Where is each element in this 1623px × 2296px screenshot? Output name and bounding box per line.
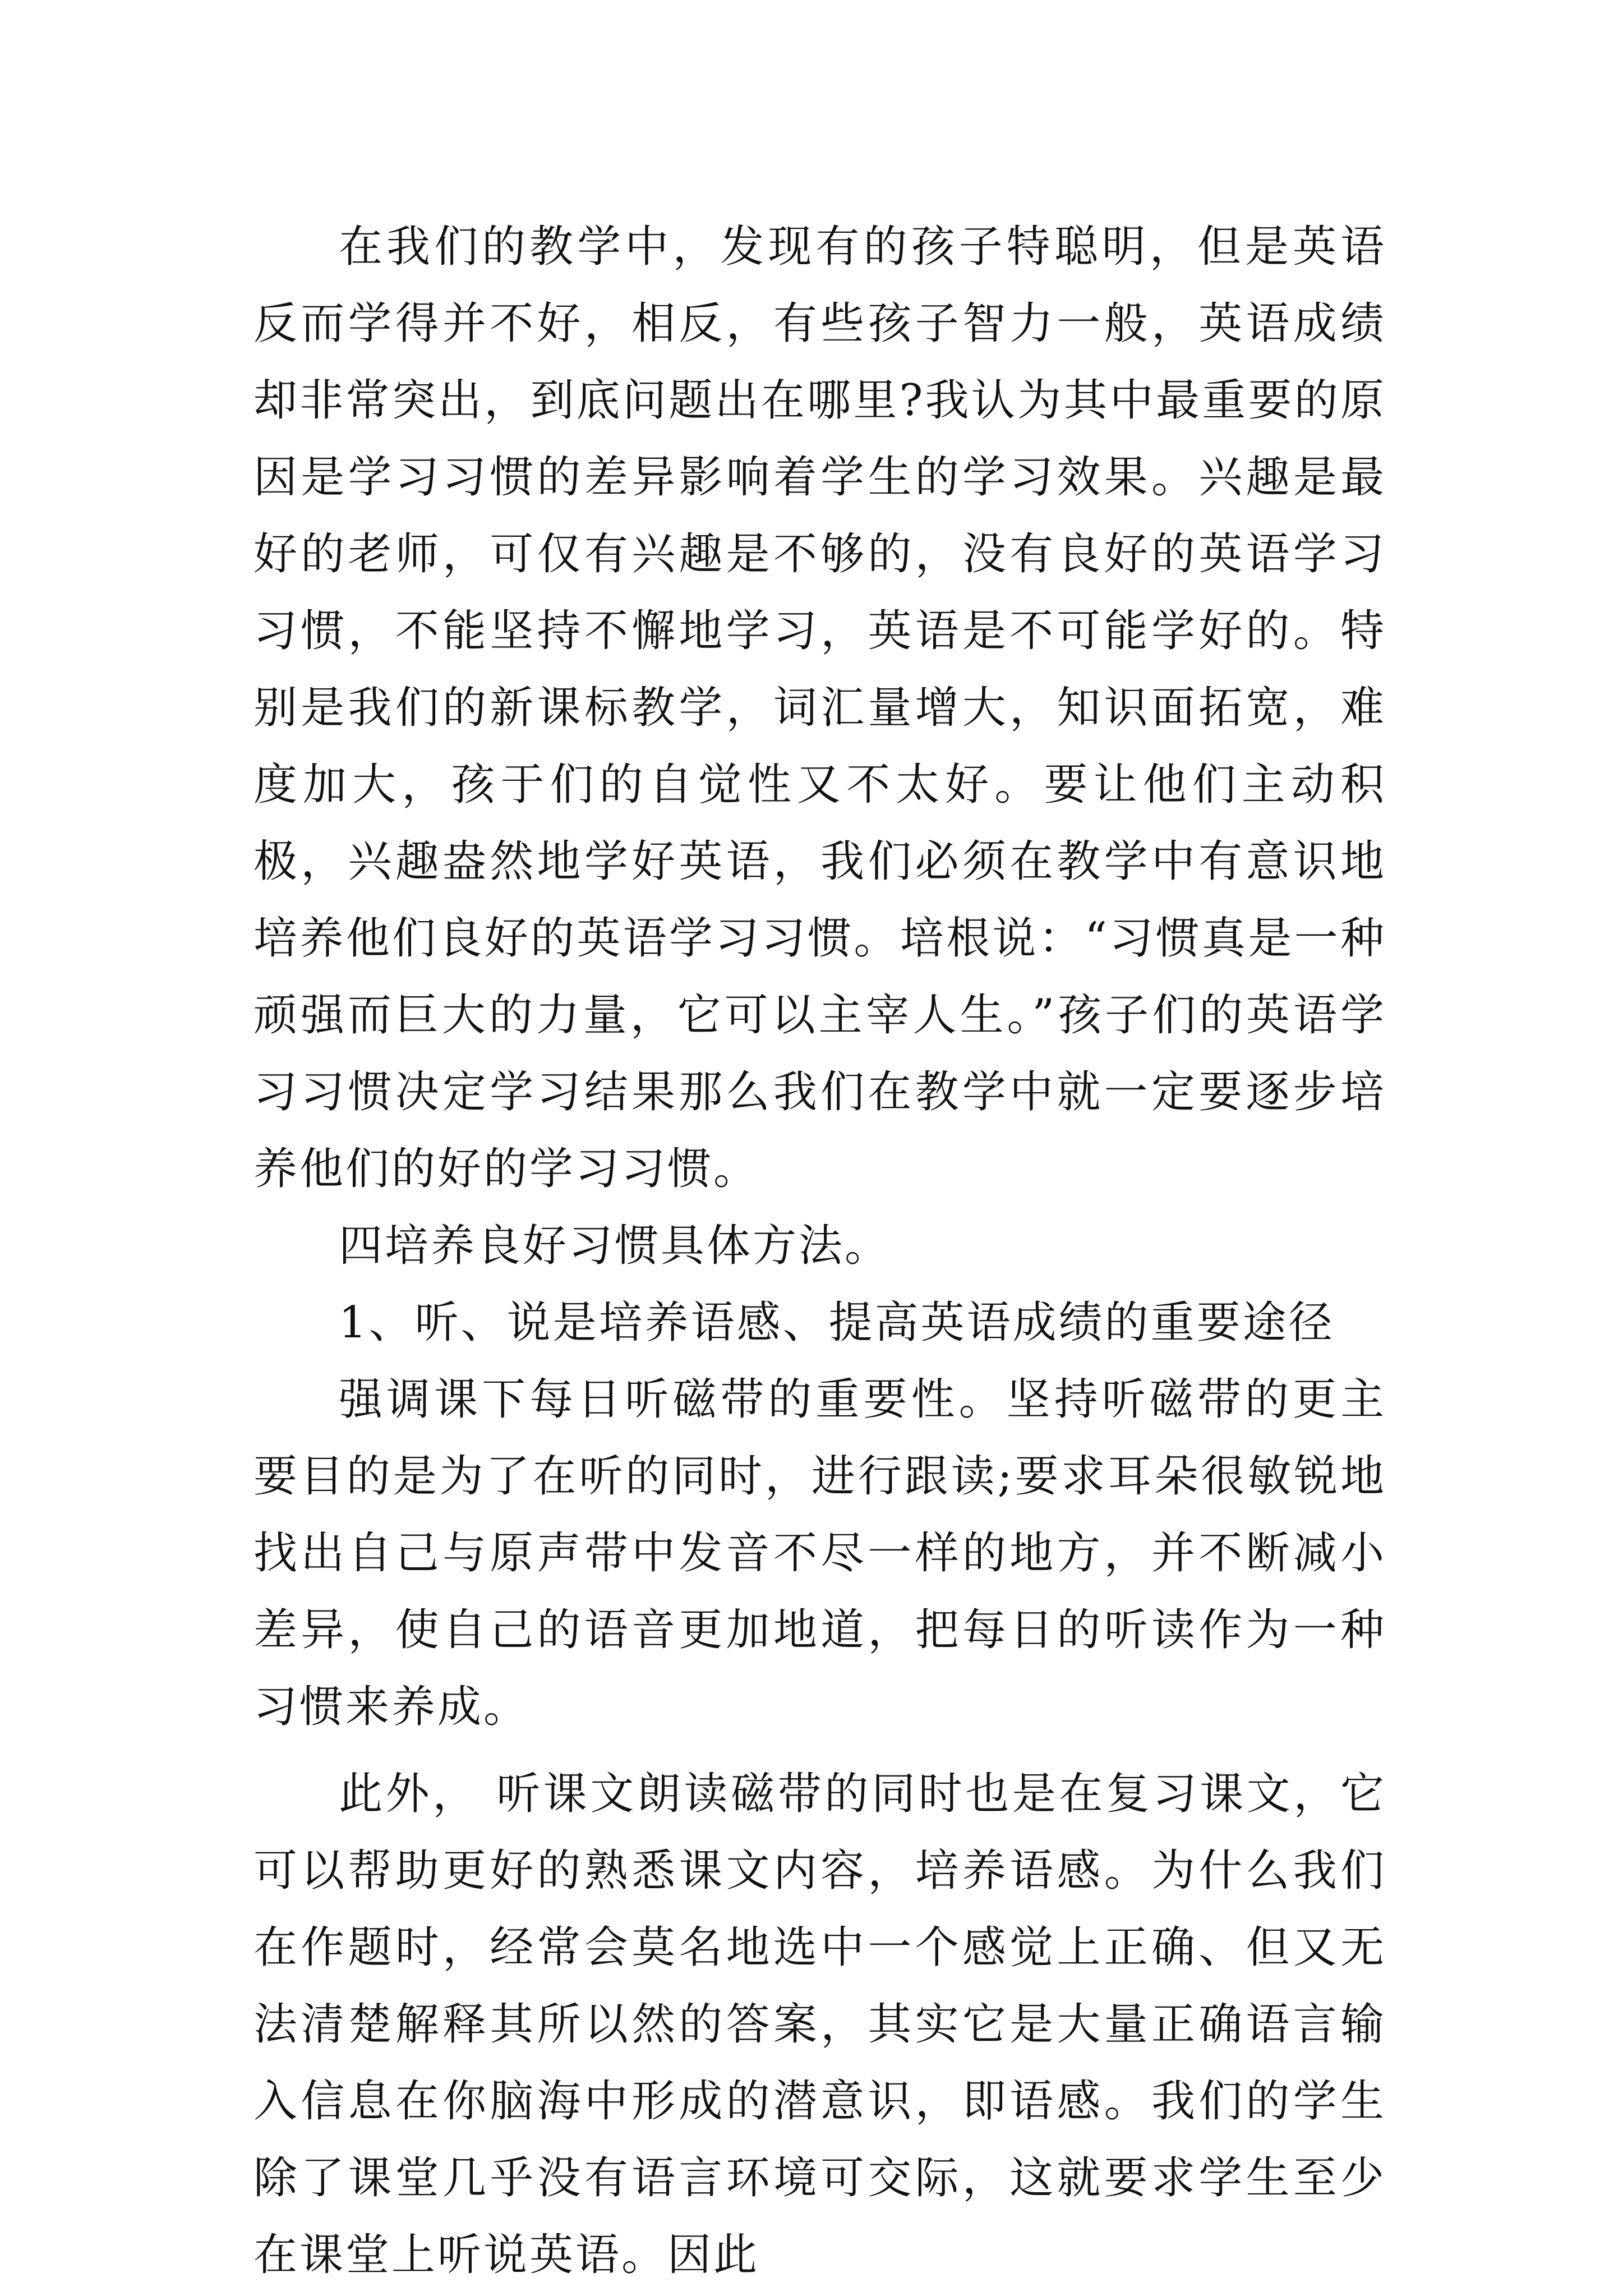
paragraph-subheading-listening: 1、听、说是培养语感、提高英语成绩的重要途径	[339, 1297, 1335, 1348]
paragraph-section-heading: 四培养良好习惯具体方法。	[339, 1221, 891, 1271]
document-body	[253, 209, 1386, 2294]
paragraph-language-sense: 此外， 听课文朗读磁带的同时也是在复习课文，它可以帮助更好的熟悉课文内容，培养语感。为什么我们在作题时，经常会莫名地选中一个感觉上正确、但又无法清楚解释其所以然的答案，其实它是大量正确语言输入信息在你脑海中形成的潜意识，即语感。我们的学生除了课堂几乎没有语言环境可交际，这就要求学生至少在课堂上听说英语。因此	[253, 1769, 1386, 2280]
paragraph-habits-intro: 在我们的教学中，发现有的孩子特聪明，但是英语反而学得并不好，相反，有些孩子智力一般，英语成绩却非常突出，到底问题出在哪里?我认为其中最重要的原因是学习习惯的差异影响着学生的学习效果。兴趣是最好的老师，可仅有兴趣是不够的，没有良好的英语学习习惯，不能坚持不懈地学习，英语是不可能学好的。特别是我们的新课标教学，词汇量增大，知识面拓宽，难度加大，孩于们的自觉性又不太好。要让他们主动积极，兴趣盎然地学好英语，我们必须在教学中有意识地培养他们良好的英语学习习惯。培根说：“习惯真是一种顽强而巨大的力量，它可以主宰人生。”孩子们的英语学习习惯决定学习结果那么我们在教学中就一定要逐步培养他们的好的学习习惯。	[253, 222, 1386, 1194]
paragraph-listening-tapes: 强调课下每日听磁带的重要性。坚持听磁带的更主要目的是为了在听的同时，进行跟读;要求耳朵很敏锐地找出自己与原声带中发音不尽一样的地方，并不断减小差异，使自己的语音更加地道，把每日的听读作为一种习惯来养成。	[253, 1374, 1386, 1732]
